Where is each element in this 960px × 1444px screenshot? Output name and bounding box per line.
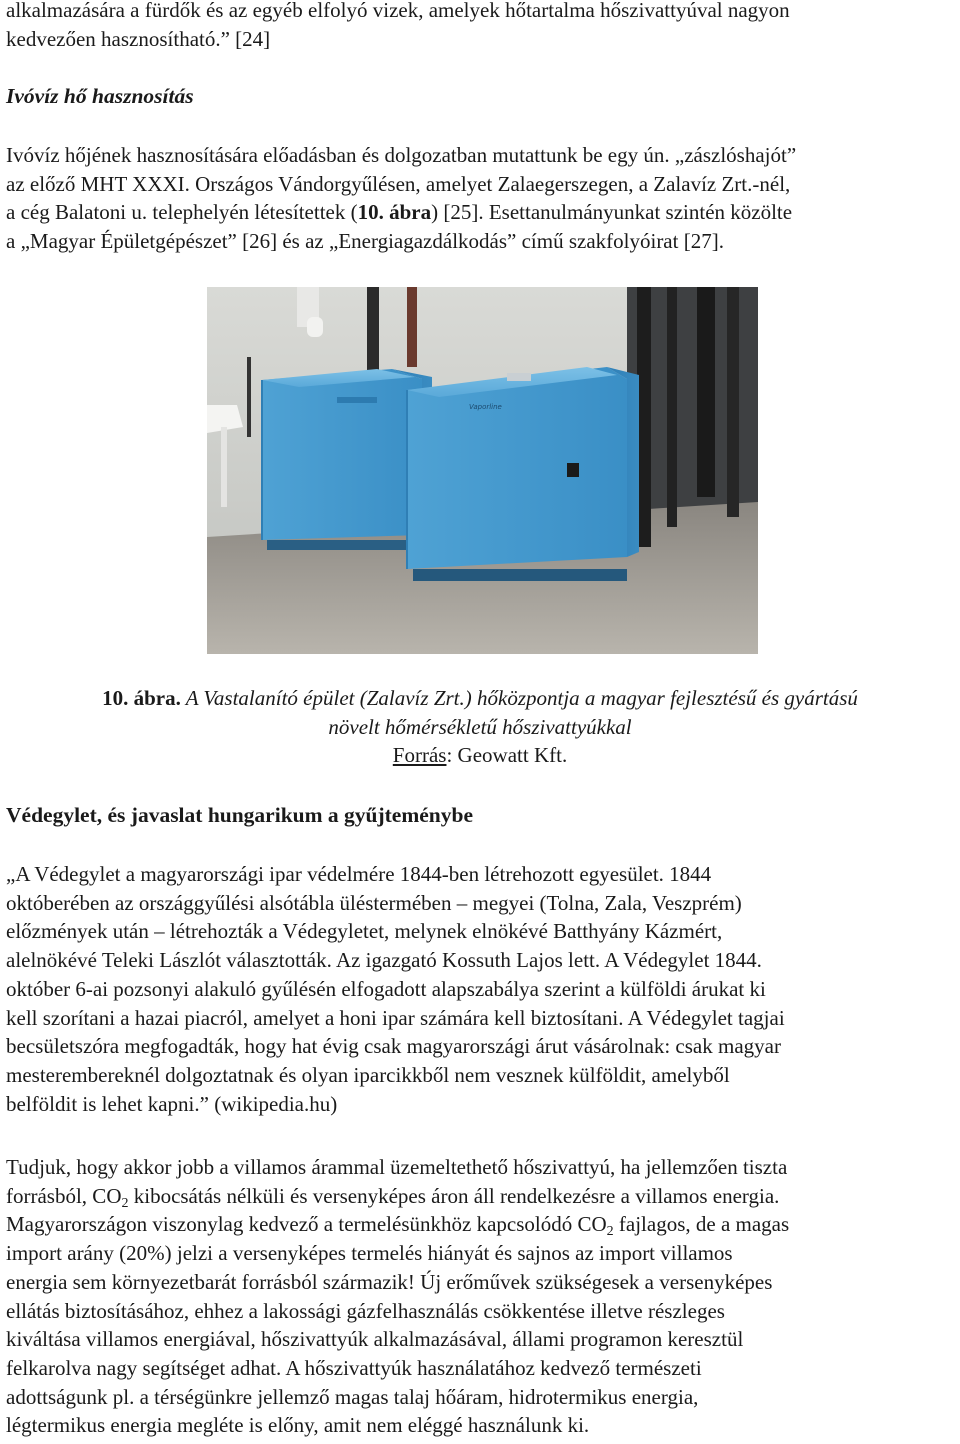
text-line: előzmények után – létrehozták a Védegyletet, melynek elnökévé Batthyány Kázmért, (6, 919, 723, 944)
text-line: légtermikus energia megléte is előny, amit nem eléggé használunk ki. (6, 1413, 590, 1438)
text-line: kell szorítani a hazai piacról, amelyet a honi ipar számára kell biztosítani. A Védegylet tagjai (6, 1005, 785, 1030)
text-fragment: Magyarországon viszonylag kedvező a termelésünkhöz kapcsolódó CO (6, 1212, 607, 1237)
text-line: a „Magyar Épületgépészet” [26] és az „Energiagazdálkodás” című szakfolyóirat [27]. (6, 229, 724, 254)
figure-reference: 10. ábra (357, 200, 432, 225)
text-line: október 6-ai pozsonyi alakuló gyűlésén elfogadott alapszabálya szerint a külföldi árukat ki (6, 976, 766, 1001)
text-line: az előző MHT XXXI. Országos Vándorgyűlésen, amelyet Zalaegerszegen, a Zalavíz Zrt.-nél, (6, 171, 791, 196)
caption-source (0, 741, 960, 770)
text-line: alelnökévé Teleki Lászlót választották. Az igazgató Kossuth Lajos lett. A Védegylet 1844. (6, 948, 762, 973)
text-line (6, 1210, 956, 1239)
text-fragment: kibocsátás nélküli és versenyképes áron áll rendelkezésre a villamos energia. (128, 1183, 780, 1208)
text-line: „A Védegylet a magyarországi ipar védelmére 1844-ben létrehozott egyesület. 1844 (6, 862, 712, 886)
text-line: becsületszóra megfogadták, hogy hat évig csak magyarországi árut vásárolnak: csak magyar (6, 1034, 781, 1059)
section-heading-drinking-water: Ivóvíz hő hasznosítás (6, 84, 194, 108)
text-fragment: fajlagos, de a magas (613, 1212, 790, 1237)
caption-line (0, 684, 960, 713)
figure-caption (0, 684, 960, 770)
intro-paragraph (6, 0, 956, 53)
text-line: októberében az országgyűlési alsótábla üléstermében – megyei (Tolna, Zala, Veszprém) (6, 890, 742, 915)
text-line: felkarolva nagy segítséget adhat. A hőszivattyúk használatához kedvező természeti (6, 1355, 702, 1380)
text-line: kiváltása villamos energiával, hőszivattyúk alkalmazásával, állami programon keresztül (6, 1327, 744, 1352)
brand-logo-text: Vaporline (469, 403, 502, 411)
drinking-water-paragraph (6, 141, 956, 256)
text-line: adottságunk pl. a térségünkre jellemző magas talaj hőáram, hidrotermikus energia, (6, 1384, 699, 1409)
caption-text: A Vastalanító épület (Zalavíz Zrt.) hőközpontja a magyar fejlesztésű és gyártású (180, 686, 858, 710)
subscript: 2 (121, 1195, 129, 1211)
heat-pump-photo (207, 287, 758, 654)
text-line: mesterembereknél dolgoztatnak és olyan iparcikkből nem vesznek külföldit, amelyből (6, 1062, 730, 1087)
text-line (6, 198, 956, 227)
vedegylet-paragraph (6, 860, 956, 1118)
text-line: ellátás biztosításához, ehhez a lakossági gázfelhasználás csökkentése illetve részleges (6, 1298, 725, 1323)
figure-number: 10. ábra. (102, 686, 181, 710)
text-line: energia sem környezetbarát forrásból származik! Új erőművek szükségesek a versenyképes (6, 1269, 773, 1294)
text-line: alkalmazására a fürdők és az egyéb elfolyó vizek, amelyek hőtartalma hőszivattyúval nagyon (6, 0, 790, 22)
subscript: 2 (606, 1224, 614, 1240)
text-line: kedvezően hasznosítható.” [24] (6, 26, 271, 51)
text-line: Tudjuk, hogy akkor jobb a villamos árammal üzemeltethető hőszivattyú, ha jellemzően tiszta (6, 1155, 788, 1179)
text-fragment: forrásból, CO (6, 1183, 122, 1208)
energy-paragraph (6, 1153, 956, 1440)
text-line (6, 1182, 956, 1211)
source-value: : Geowatt Kft. (446, 743, 568, 767)
heat-pump-illustration (207, 287, 758, 654)
text-line: belföldit is lehet kapni.” (wikipedia.hu) (6, 1091, 338, 1116)
text-fragment: a cég Balatoni u. telephelyén létesítettek ( (6, 200, 358, 225)
text-line: import arány (20%) jelzi a versenyképes termelés hiányát és sajnos az import villamos (6, 1241, 733, 1266)
text-fragment: ) [25]. Esettanulmányunkat szintén közölte (431, 200, 793, 225)
source-label: Forrás (392, 743, 447, 767)
section-heading-vedegylet: Védegylet, és javaslat hungarikum a gyűjteménybe (6, 803, 474, 827)
caption-line: növelt hőmérsékletű hőszivattyúkkal (328, 714, 632, 739)
text-line: Ivóvíz hőjének hasznosítására előadásban és dolgozatban mutattunk be egy ún. „zászlóshajót” (6, 143, 797, 167)
